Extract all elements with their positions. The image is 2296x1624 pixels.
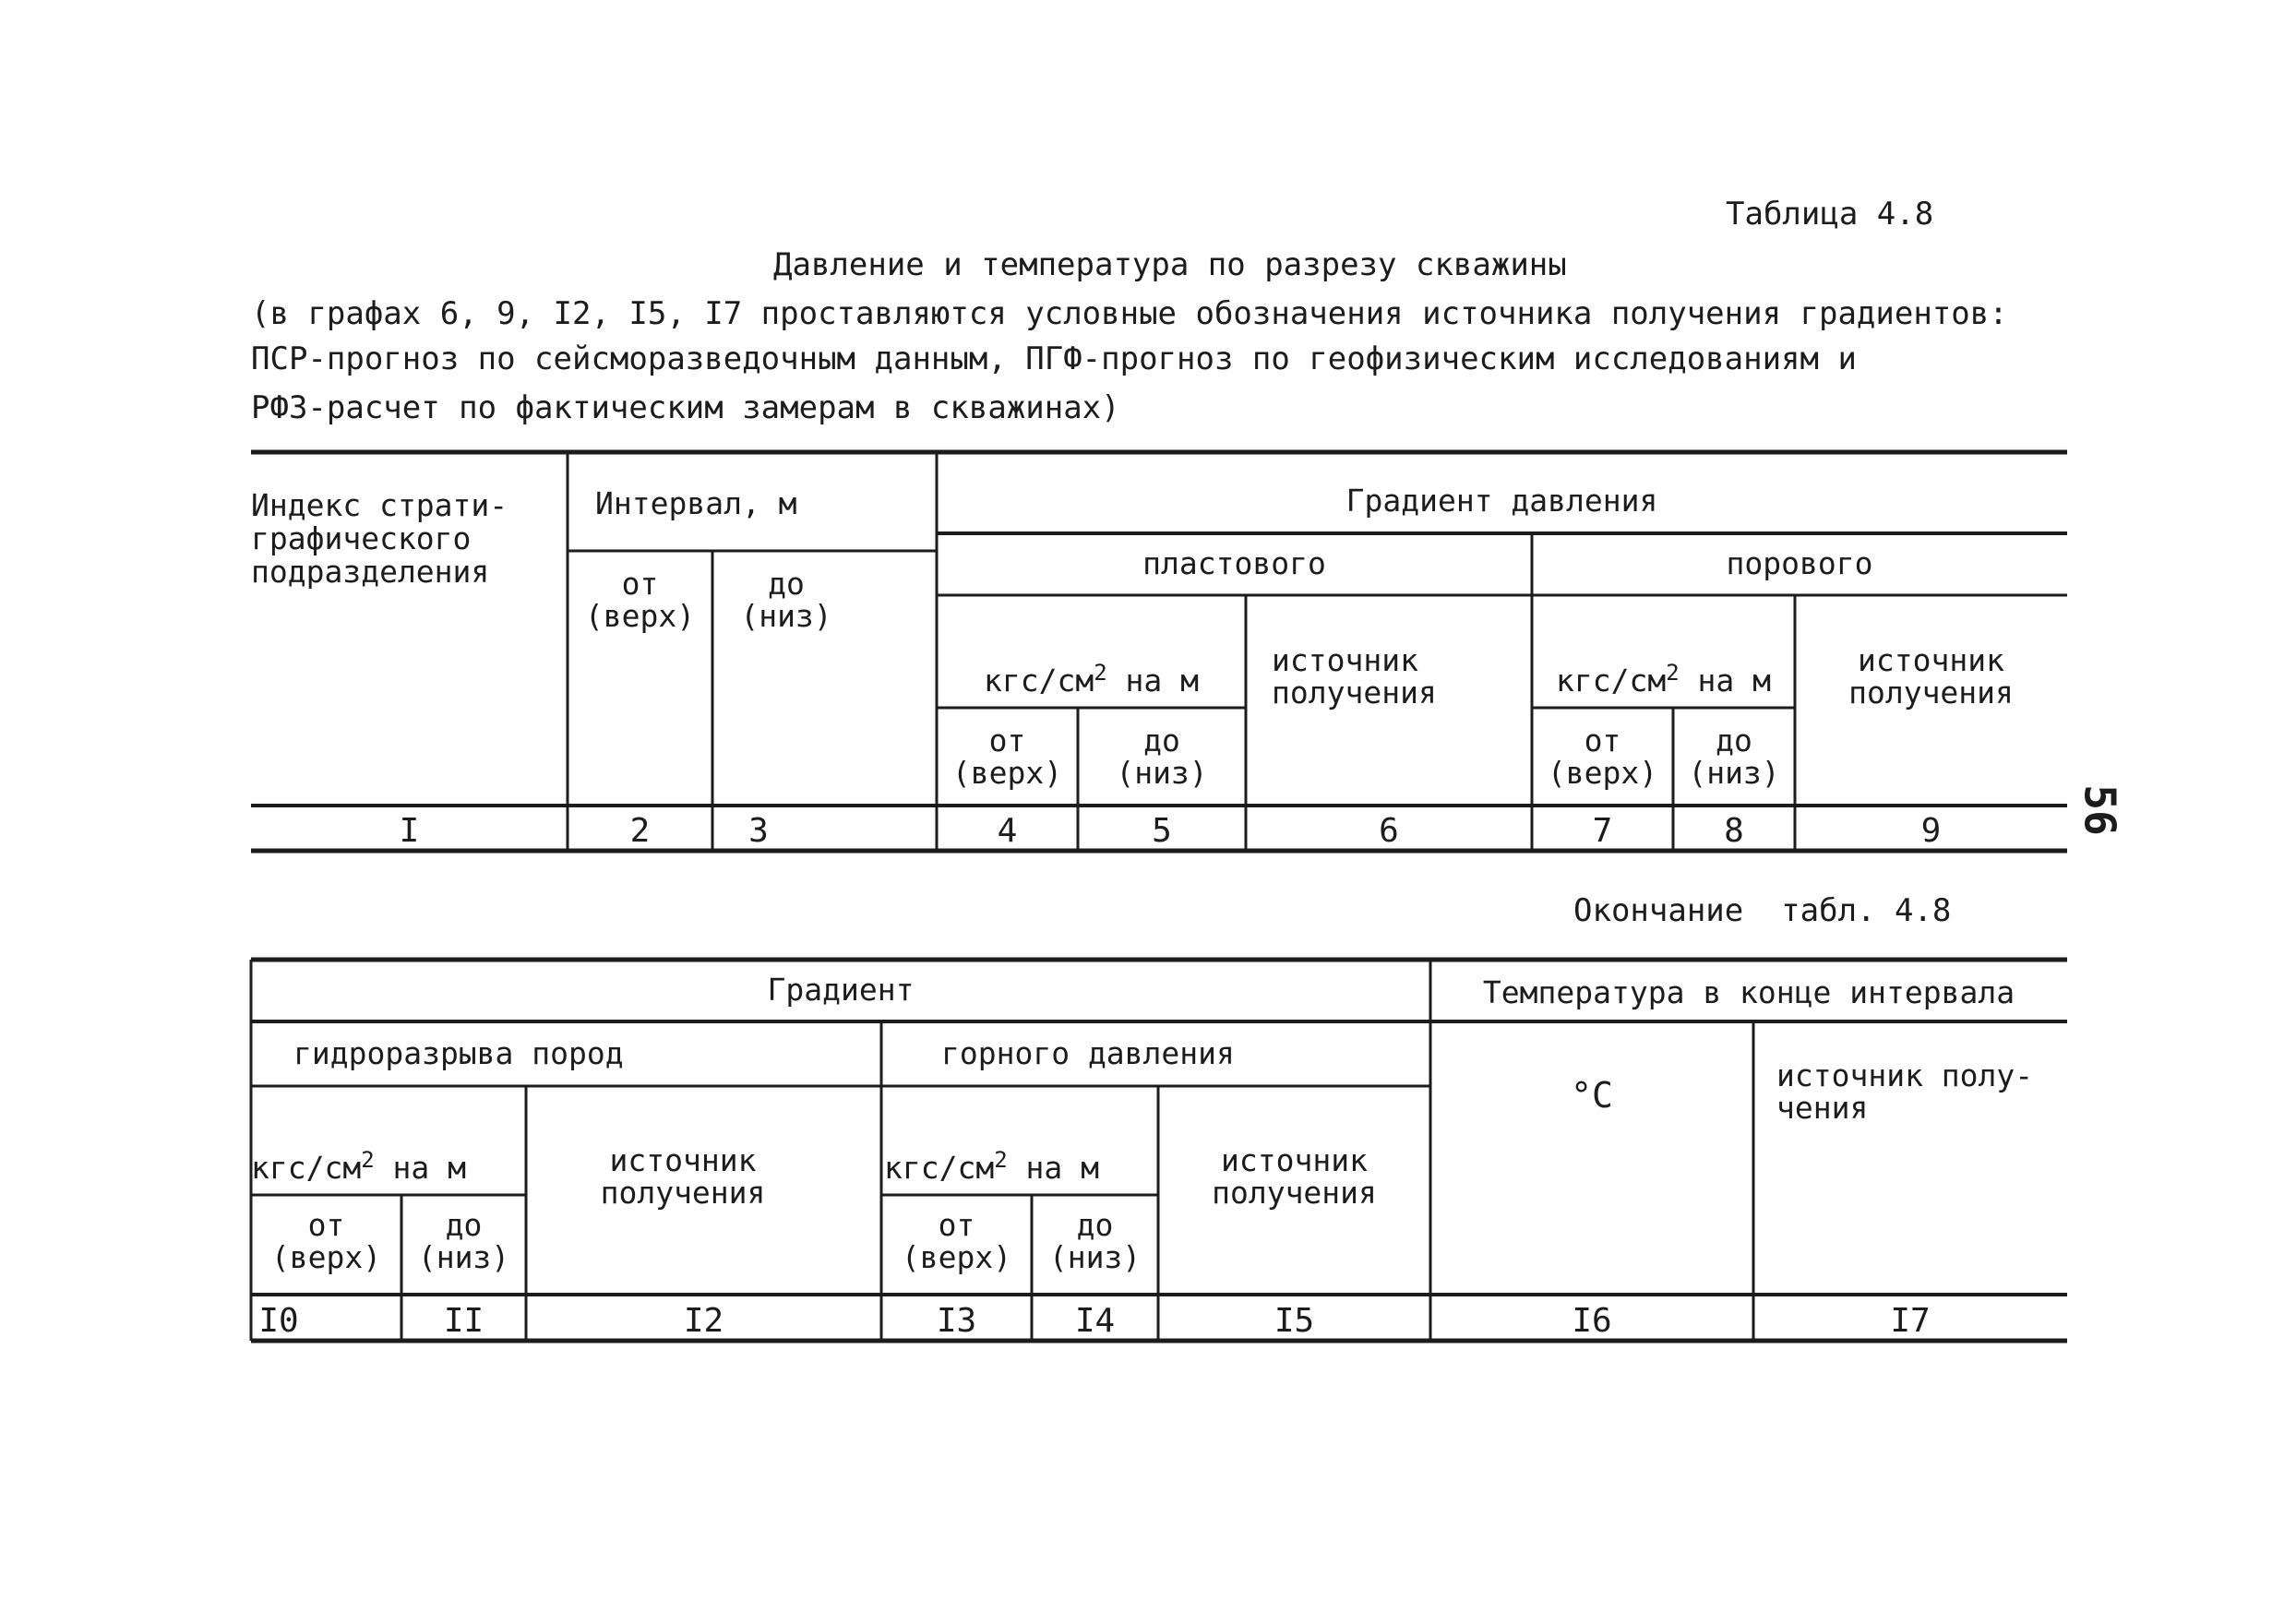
col-num-13: I3 [936,1302,977,1340]
fracture-source: источник получения [600,1142,766,1211]
col-num-9: 9 [1920,812,1942,850]
pore-to: до (низ) [1688,722,1780,791]
degrees-header: °C [1571,1075,1613,1116]
index-header: Индекс страти- графического подразделения [251,487,508,590]
pore-source: источник получения [1848,642,2014,710]
formation-to: до (низ) [1116,722,1208,791]
interval-to: до (низ) [740,566,832,634]
pore-header: порового [1726,545,1873,581]
col-num-4: 4 [997,812,1018,850]
interval-header: Интервал, м [595,485,797,521]
pore-unit: кгс/$см^2$ на м [1555,660,1771,699]
col-num-3: 3 [748,812,769,850]
rock-pressure-header: горного давления [941,1035,1235,1071]
pore-from: от (верх) [1547,722,1658,791]
rock-unit: кгс/$см^2$ на м [884,1147,1100,1186]
formation-unit: кгс/$см^2$ на м [983,660,1199,699]
col-num-2: 2 [629,812,651,850]
col-num-12: I2 [683,1302,724,1340]
fracture-from: от (верх) [270,1207,382,1275]
fracture-unit: кгс/$см^2$ на м [251,1147,467,1186]
table-number: Таблица 4.8 [1726,196,1934,233]
gradient-header: Градиент [767,972,915,1008]
page-number: 56 [2075,784,2125,836]
col-num-6: 6 [1379,812,1399,850]
note-line-3: РФЗ-расчет по фактическим замерам в скважинах) [251,389,1120,426]
col-num-11: II [443,1302,484,1340]
note-line-2: ПСР-прогноз по сейсморазведочным данным, ПГФ-прогноз по геофизическим исследованиям и [251,340,1857,377]
rock-to: до (низ) [1048,1207,1142,1275]
temperature-header: Температура в конце интервала [1482,974,2015,1010]
col-num-17: I7 [1890,1302,1931,1340]
note-line-1: (в графах 6, 9, I2, I5, I7 проставляются условные обозначения источника получения градиентов: [251,295,2008,332]
col-num-1: I [399,812,420,850]
pressure-gradient-header: Градиент давления [1345,483,1658,519]
formation-source: источник получения [1272,642,1437,710]
col-num-8: 8 [1724,812,1744,850]
col-num-16: I6 [1572,1302,1612,1340]
col-num-7: 7 [1592,812,1613,850]
rock-from: от (верх) [901,1207,1012,1275]
table-title: Давление и температура по разрезу скважины [773,246,1567,283]
col-num-10: I0 [258,1302,299,1340]
col-num-14: I4 [1074,1302,1116,1340]
temp-source-header: источник полу- чения [1776,1057,2034,1126]
formation-header: пластового [1142,545,1326,581]
col-num-15: I5 [1274,1302,1315,1340]
formation-from: от (верх) [951,722,1063,791]
fracture-header: гидроразрыва пород [293,1035,624,1071]
col-num-5: 5 [1152,812,1172,850]
fracture-to: до (низ) [417,1207,510,1275]
rock-source: источник получения [1212,1142,1377,1211]
interval-from: от (верх) [584,566,696,634]
continuation-label: Окончание табл. 4.8 [1573,892,1952,929]
